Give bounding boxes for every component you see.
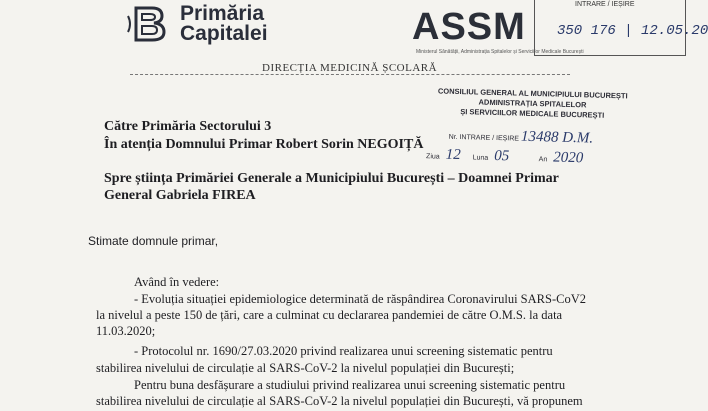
department-heading: DIRECȚIA MEDICINĂ ȘCOLARĂ bbox=[262, 62, 438, 74]
institution-name bbox=[180, 4, 268, 44]
primaria-logo-icon bbox=[122, 2, 178, 42]
top-register-label: INTRARE / IEȘIRE bbox=[575, 1, 635, 8]
stamp-line2: ADMINISTRAȚIA SPITALELOR bbox=[478, 97, 587, 110]
cc-line1: Spre știința Primăriei Generale a Municipiului București – Doamnei Primar bbox=[104, 171, 559, 186]
institution-line1: Primăria bbox=[180, 2, 265, 25]
header-divider bbox=[130, 74, 570, 75]
p3-line2: stabilirea nivelului de circulație al SARS-CoV-2 la nivelul populației din București, vă propunem bbox=[96, 394, 583, 408]
stamp-number-row bbox=[448, 127, 593, 148]
attention-line: În atenția Domnului Primar Robert Sorin NEGOIȚĂ bbox=[104, 137, 424, 152]
p2-line1: - Protocolul nr. 1690/27.03.2020 privind realizarea unui screening sistematic pentru bbox=[134, 344, 553, 358]
stamp-day-value: 12 bbox=[445, 146, 461, 164]
p1-line1: - Evoluția situației epidemiologice determinată de răspândirea Coronavirului SARS-CoV2 bbox=[134, 292, 586, 306]
stamp-month-value: 05 bbox=[493, 147, 510, 165]
p2-line2: stabilirea nivelului de circulație al SARS-CoV-2 la nivelul populației din București; bbox=[96, 361, 515, 375]
institution-line2: Capitalei bbox=[180, 22, 268, 45]
given-line: Având în vedere: bbox=[134, 275, 220, 289]
stamp-line3: ȘI SERVICIILOR MEDICALE BUCUREȘTI bbox=[460, 107, 605, 120]
assm-logo-text: ASSM bbox=[412, 6, 526, 48]
stamp-line1: CONSILIUL GENERAL AL MUNICIPIULUI BUCUREȘTI bbox=[437, 86, 628, 101]
p1-line2: la nivelul a peste 150 de țări, care a culminat cu declararea pandemiei de către O.M.S. la data bbox=[96, 308, 563, 322]
assm-subtitle: Ministerul Sănătății, Administrația Spitalelor și Serviciilor Medicale București bbox=[416, 49, 584, 55]
stamp-year-label: An bbox=[538, 156, 548, 164]
cc-line2: General Gabriela FIREA bbox=[104, 188, 256, 203]
stamp-month-label: Luna bbox=[472, 154, 489, 162]
recipient-line: Către Primăria Sectorului 3 bbox=[104, 119, 272, 134]
p3-line1: Pentru buna desfășurare a studiului privind realizarea unui screening sistematic pentru bbox=[134, 378, 566, 392]
salutation: Stimate domnule primar, bbox=[88, 234, 219, 248]
stamp-number-value: 13488 D.M. bbox=[520, 128, 594, 147]
stamp-day-label: Ziua bbox=[426, 153, 440, 161]
top-register-stamp bbox=[534, 0, 708, 56]
p1-line3: 11.03.2020; bbox=[96, 324, 156, 338]
stamp-number-label: Nr. INTRARE / IEȘIRE bbox=[448, 133, 520, 143]
registration-stamp bbox=[418, 84, 650, 172]
stamp-year-value: 2020 bbox=[553, 149, 584, 167]
stamp-date-row bbox=[426, 146, 584, 167]
top-register-number: 350 176 | 12.05.20 bbox=[557, 23, 708, 39]
